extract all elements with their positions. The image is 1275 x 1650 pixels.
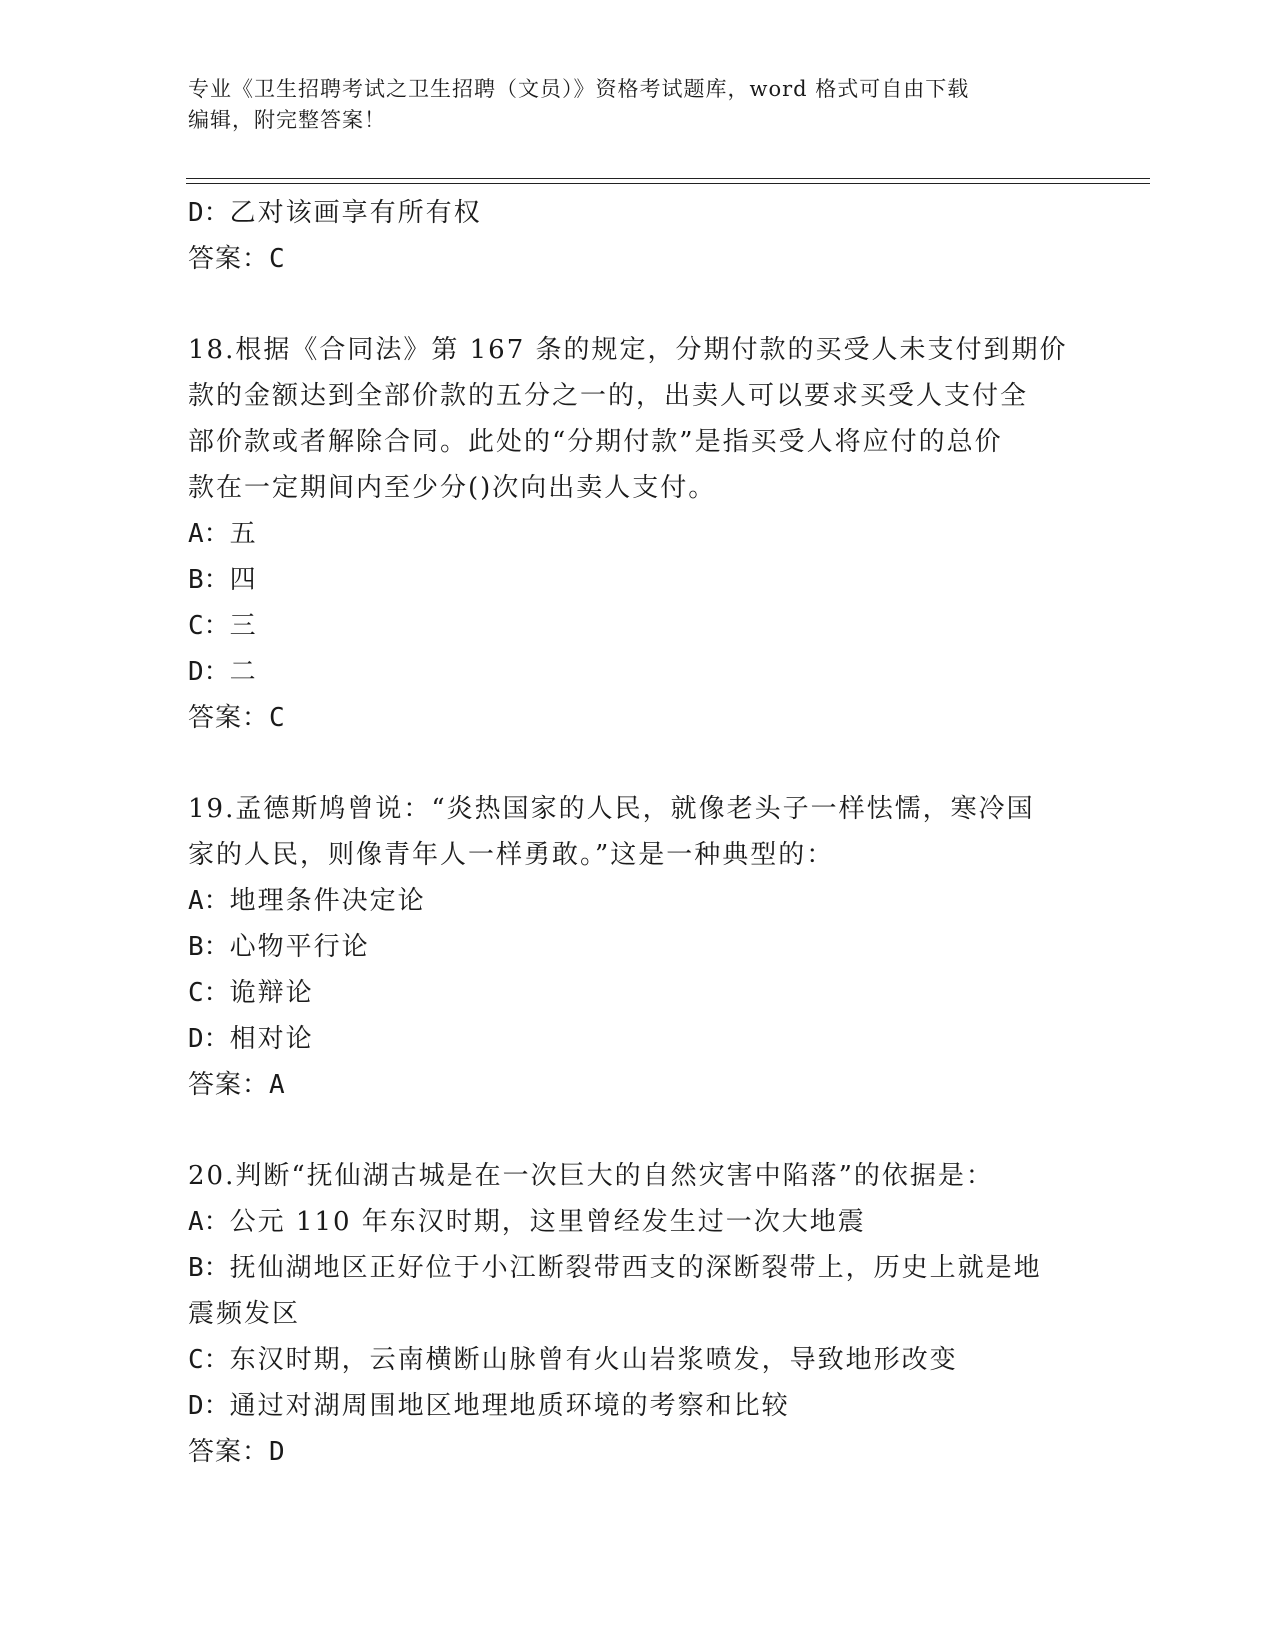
answer-label: 答案： — [188, 703, 270, 733]
question-text-line: 18.根据《合同法》第 167 条的规定，分期付款的买受人未支付到期价 — [188, 335, 1068, 365]
option-text: 通过对湖周围地区地理地质环境的考察和比较 — [229, 1391, 790, 1421]
answer-value: C — [269, 244, 286, 274]
option-text: 乙对该画享有所有权 — [229, 198, 482, 228]
option-c — [188, 1337, 1088, 1383]
answer-line — [188, 695, 1088, 741]
answer-value: D — [269, 1437, 286, 1467]
option-a — [188, 511, 1088, 557]
page-header — [188, 74, 1088, 136]
answer-label: 答案： — [188, 1437, 270, 1467]
option-text: 相对论 — [229, 1024, 314, 1054]
option-label: D： — [188, 1391, 230, 1421]
option-label: C： — [188, 1345, 230, 1375]
header-line-2: 编辑，附完整答案！ — [188, 108, 386, 132]
option-label: B： — [188, 932, 230, 962]
option-d — [188, 1383, 1088, 1429]
option-a — [188, 1199, 1088, 1245]
option-d — [188, 190, 1088, 236]
option-b — [188, 924, 1088, 970]
question-19 — [188, 786, 1088, 1108]
answer-line — [188, 1062, 1088, 1108]
option-label: B： — [188, 1253, 230, 1283]
option-label: A： — [188, 886, 230, 916]
option-text: 地理条件决定论 — [229, 886, 426, 916]
option-label: A： — [188, 519, 230, 549]
previous-question-tail — [188, 190, 1088, 282]
question-text-line: 19.孟德斯鸠曾说：“炎热国家的人民，就像老头子一样怯懦，寒冷国 — [188, 794, 1035, 824]
answer-line — [188, 1429, 1088, 1475]
option-text: 二 — [229, 657, 258, 687]
header-divider-top — [186, 178, 1150, 179]
option-text: 四 — [229, 565, 258, 595]
answer-value: A — [269, 1070, 286, 1100]
option-b-continuation: 震频发区 — [188, 1299, 301, 1329]
header-divider-bottom — [186, 183, 1150, 184]
header-line-1: 专业《卫生招聘考试之卫生招聘（文员）》资格考试题库，word 格式可自由下载 — [188, 77, 970, 101]
option-b — [188, 557, 1088, 603]
option-label: C： — [188, 978, 230, 1008]
question-18 — [188, 327, 1088, 741]
answer-label: 答案： — [188, 1070, 270, 1100]
option-a — [188, 878, 1088, 924]
option-label: B： — [188, 565, 230, 595]
answer-line — [188, 236, 1088, 282]
option-text: 公元 110 年东汉时期，这里曾经发生过一次大地震 — [229, 1207, 866, 1237]
option-label: C： — [188, 611, 230, 641]
question-text-line: 款的金额达到全部价款的五分之一的，出卖人可以要求买受人支付全 — [188, 381, 1029, 411]
option-d — [188, 649, 1088, 695]
option-b — [188, 1245, 1088, 1291]
option-text: 三 — [229, 611, 258, 641]
question-text-line: 家的人民，则像青年人一样勇敢。”这是一种典型的： — [188, 840, 835, 870]
option-d — [188, 1016, 1088, 1062]
question-text-line: 20.判断“抚仙湖古城是在一次巨大的自然灾害中陷落”的依据是： — [188, 1161, 994, 1191]
answer-value: C — [269, 703, 286, 733]
question-text-line: 款在一定期间内至少分()次向出卖人支付。 — [188, 473, 717, 503]
option-c — [188, 970, 1088, 1016]
option-text: 五 — [229, 519, 258, 549]
option-label: A： — [188, 1207, 230, 1237]
option-text: 东汉时期，云南横断山脉曾有火山岩浆喷发，导致地形改变 — [229, 1345, 958, 1375]
option-text: 心物平行论 — [229, 932, 370, 962]
question-text-line: 部价款或者解除合同。此处的“分期付款”是指买受人将应付的总价 — [188, 427, 1003, 457]
question-content — [188, 190, 1088, 1475]
question-20 — [188, 1153, 1088, 1475]
option-label: D： — [188, 1024, 230, 1054]
option-text: 抚仙湖地区正好位于小江断裂带西支的深断裂带上，历史上就是地 — [229, 1253, 1042, 1283]
option-label: D： — [188, 198, 230, 228]
option-label: D： — [188, 657, 230, 687]
option-c — [188, 603, 1088, 649]
option-text: 诡辩论 — [229, 978, 314, 1008]
answer-label: 答案： — [188, 244, 270, 274]
